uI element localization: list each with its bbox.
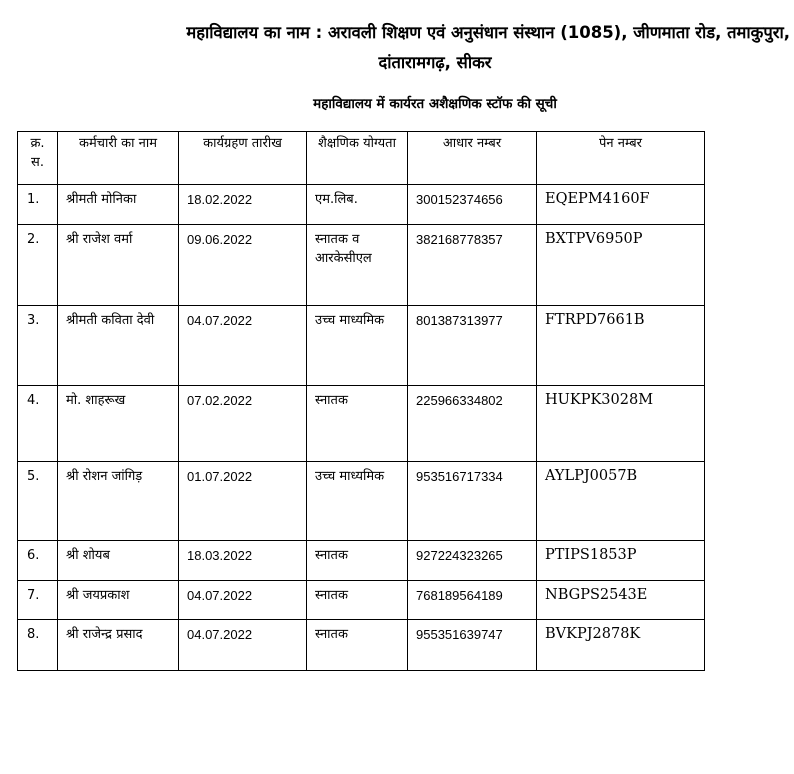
- cell-aadhaar-number: 382168778357: [408, 225, 537, 306]
- cell-pan-number: PTIPS1853P: [537, 541, 705, 581]
- cell-serial-number: 1.: [18, 185, 58, 225]
- cell-qualification: उच्च माध्यमिक: [307, 462, 408, 541]
- cell-employee-name: श्री शोयब: [58, 541, 179, 581]
- cell-aadhaar-number: 953516717334: [408, 462, 537, 541]
- header-joining-date: कार्यग्रहण तारीख: [179, 132, 307, 185]
- cell-qualification: स्नातक: [307, 386, 408, 462]
- cell-pan-number: HUKPK3028M: [537, 386, 705, 462]
- cell-joining-date: 18.03.2022: [179, 541, 307, 581]
- cell-employee-name: श्रीमती मोनिका: [58, 185, 179, 225]
- cell-joining-date: 18.02.2022: [179, 185, 307, 225]
- cell-aadhaar-number: 955351639747: [408, 620, 537, 671]
- cell-qualification: स्नातक: [307, 581, 408, 620]
- cell-qualification: एम.लिब.: [307, 185, 408, 225]
- cell-qualification: स्नातक: [307, 541, 408, 581]
- cell-qualification: उच्च माध्यमिक: [307, 306, 408, 386]
- staff-table: [17, 131, 705, 671]
- cell-qualification: स्नातक व आरकेसीएल: [307, 225, 408, 306]
- header-aadhaar-number: आधार नम्बर: [408, 132, 537, 185]
- cell-joining-date: 04.07.2022: [179, 581, 307, 620]
- header-qualification: शैक्षणिक योग्यता: [307, 132, 408, 185]
- cell-serial-number: 8.: [18, 620, 58, 671]
- cell-serial-number: 5.: [18, 462, 58, 541]
- table-row: [18, 386, 705, 462]
- college-name-line-2: दांतारामगढ़, सीकर: [378, 53, 492, 72]
- cell-pan-number: AYLPJ0057B: [537, 462, 705, 541]
- cell-qualification: स्नातक: [307, 620, 408, 671]
- cell-joining-date: 01.07.2022: [179, 462, 307, 541]
- cell-pan-number: FTRPD7661B: [537, 306, 705, 386]
- list-title: महाविद्यालय में कार्यरत अशैक्षणिक स्टॉफ की सूची: [313, 96, 557, 112]
- cell-serial-number: 6.: [18, 541, 58, 581]
- cell-serial-number: 7.: [18, 581, 58, 620]
- table-row: [18, 185, 705, 225]
- table-row: [18, 541, 705, 581]
- cell-joining-date: 07.02.2022: [179, 386, 307, 462]
- header-serial-number: क्र. स.: [18, 132, 58, 185]
- table-row: [18, 225, 705, 306]
- college-name-line-1: महाविद्यालय का नाम : अरावली शिक्षण एवं अनुसंधान संस्थान (1085), जीणमाता रोड, तमाकुपुरा,: [186, 23, 790, 42]
- cell-pan-number: BVKPJ2878K: [537, 620, 705, 671]
- table-row: [18, 620, 705, 671]
- cell-joining-date: 04.07.2022: [179, 306, 307, 386]
- cell-aadhaar-number: 927224323265: [408, 541, 537, 581]
- header-pan-number: पेन नम्बर: [537, 132, 705, 185]
- cell-aadhaar-number: 225966334802: [408, 386, 537, 462]
- cell-joining-date: 04.07.2022: [179, 620, 307, 671]
- cell-serial-number: 4.: [18, 386, 58, 462]
- cell-employee-name: श्री राजेन्द्र प्रसाद: [58, 620, 179, 671]
- header-employee-name: कर्मचारी का नाम: [58, 132, 179, 185]
- table-row: [18, 462, 705, 541]
- table-header-row: [18, 132, 705, 185]
- table-row: [18, 306, 705, 386]
- cell-joining-date: 09.06.2022: [179, 225, 307, 306]
- table-row: [18, 581, 705, 620]
- cell-pan-number: BXTPV6950P: [537, 225, 705, 306]
- cell-employee-name: श्रीमती कविता देवी: [58, 306, 179, 386]
- cell-aadhaar-number: 801387313977: [408, 306, 537, 386]
- cell-pan-number: EQEPM4160F: [537, 185, 705, 225]
- cell-pan-number: NBGPS2543E: [537, 581, 705, 620]
- cell-aadhaar-number: 768189564189: [408, 581, 537, 620]
- cell-employee-name: श्री जयप्रकाश: [58, 581, 179, 620]
- cell-employee-name: श्री राजेश वर्मा: [58, 225, 179, 306]
- cell-employee-name: मो. शाहरूख: [58, 386, 179, 462]
- cell-serial-number: 3.: [18, 306, 58, 386]
- cell-aadhaar-number: 300152374656: [408, 185, 537, 225]
- cell-employee-name: श्री रोशन जांगिड़: [58, 462, 179, 541]
- cell-serial-number: 2.: [18, 225, 58, 306]
